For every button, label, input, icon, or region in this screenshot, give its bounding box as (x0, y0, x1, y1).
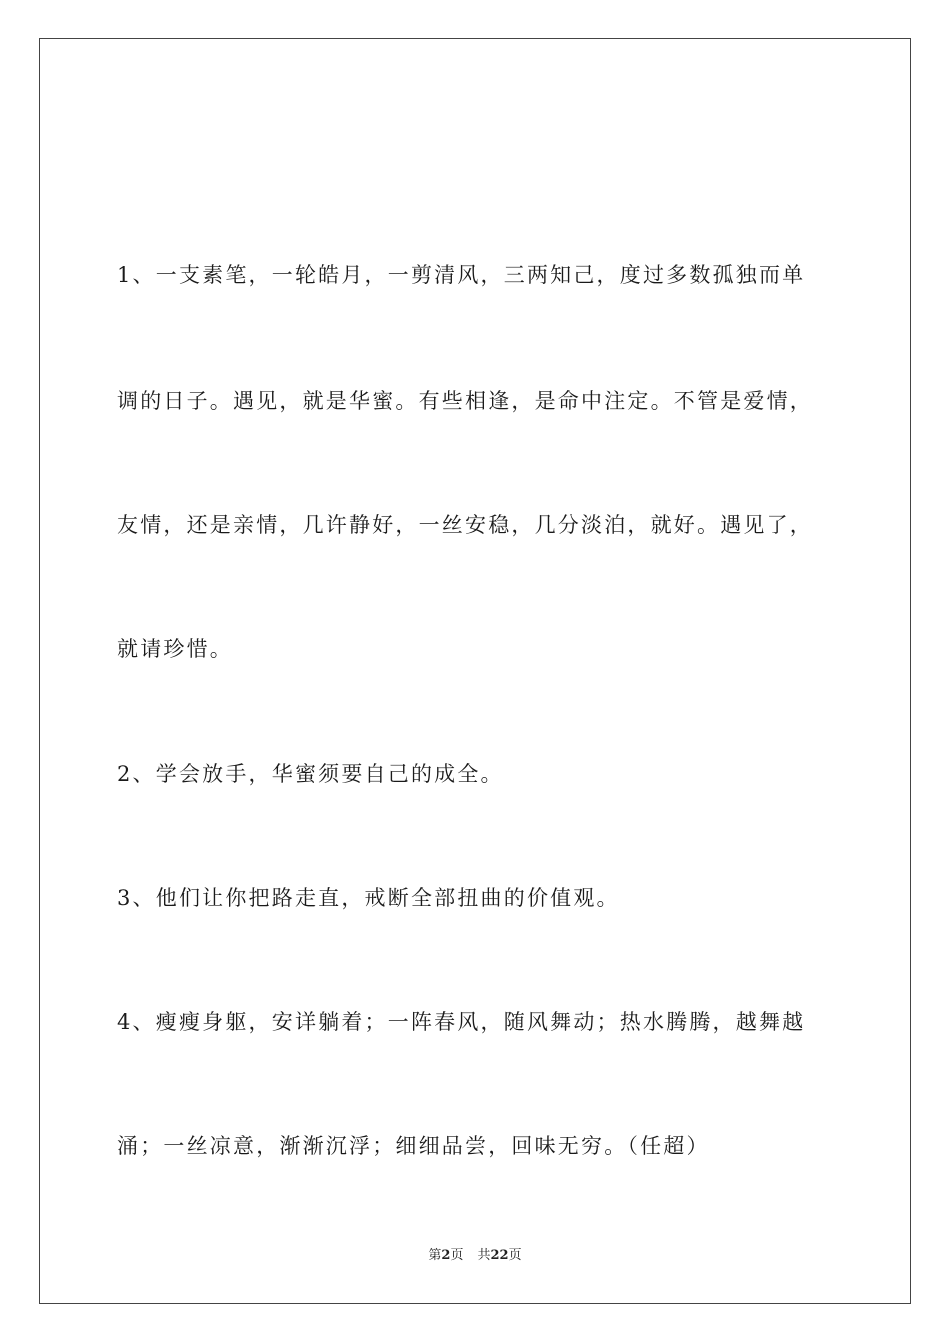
page-footer (0, 1247, 950, 1265)
page-prefix: 第 (428, 1248, 442, 1263)
text-line-1: 1、一支素笔，一轮皓月，一剪清风，三两知己，度过多数孤独而单 (117, 263, 806, 287)
total-suffix: 页 (508, 1248, 522, 1263)
page-suffix: 页 (450, 1248, 464, 1263)
total-pages: 22 (490, 1248, 509, 1263)
page-number: 2 (441, 1248, 451, 1263)
total-prefix: 共 (477, 1248, 491, 1263)
text-line-3: 友情，还是亲情，几许静好，一丝安稳，几分淡泊，就好。遇见了， (117, 513, 813, 537)
page-border (39, 38, 911, 1304)
text-line-8: 涌；一丝凉意，渐渐沉浮；细细品尝，回味无穷。（任超） (117, 1134, 710, 1158)
text-line-4: 就请珍惜。 (117, 637, 233, 661)
text-line-6: 3、他们让你把路走直，戒断全部扭曲的价值观。 (117, 886, 620, 910)
text-line-2: 调的日子。遇见，就是华蜜。有些相逢，是命中注定。不管是爱情， (117, 389, 813, 413)
text-line-5: 2、学会放手，华蜜须要自己的成全。 (117, 762, 504, 786)
text-line-7: 4、瘦瘦身躯，安详躺着；一阵春风，随风舞动；热水腾腾，越舞越 (117, 1010, 806, 1034)
